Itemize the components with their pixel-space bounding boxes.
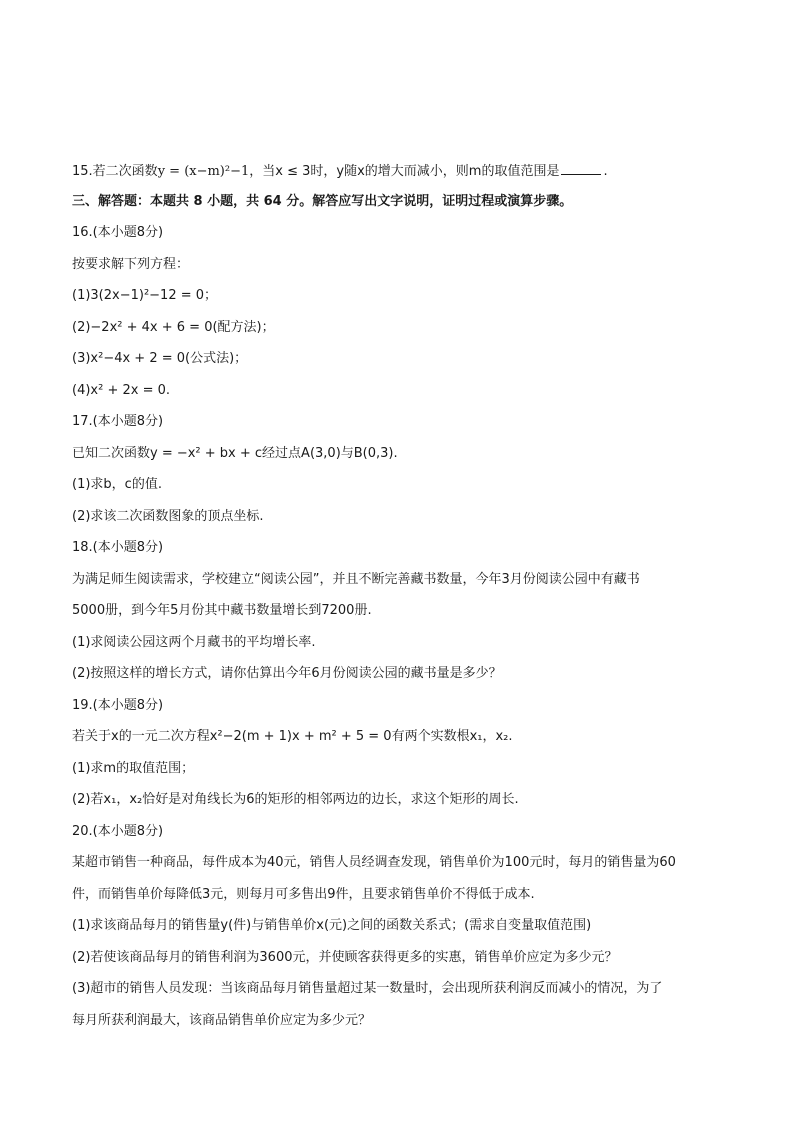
q15-text-before: 15.若二次函数 — [72, 164, 158, 179]
q19-header: 19.(本小题8分) — [72, 697, 164, 713]
q17-item-1: (1)求b，c的值. — [72, 477, 162, 492]
q17-item-2: (2)求该二次函数图象的顶点坐标. — [72, 508, 264, 524]
q16-intro: 按要求解下列方程： — [72, 256, 190, 272]
q19-item-1: (1)求m的取值范围； — [72, 760, 195, 776]
q18-item-2: (2)按照这样的增长方式，请你估算出今年6月份阅读公园的藏书量是多少？ — [72, 666, 502, 681]
q16-item-4: (4)x² + 2x = 0. — [72, 382, 171, 398]
section-3-title: 三、解答题：本题共 8 小题，共 64 分。解答应写出文字说明，证明过程或演算步骤。 — [72, 193, 573, 209]
q16-item-2: (2)−2x² + 4x + 6 = 0(配方法)； — [72, 319, 275, 335]
q20-stem-line-1: 某超市销售一种商品，每件成本为40元，销售人员经调查发现，销售单价为100元时，每月的销售量为60 — [72, 855, 676, 870]
q19-item-2: (2)若x₁，x₂恰好是对角线长为6的矩形的相邻两边的边长，求这个矩形的周长. — [72, 792, 519, 807]
q15-formula: y = (x−m)²−1 — [157, 164, 250, 179]
q15-answer-blank — [561, 160, 601, 175]
q20-item-1: (1)求该商品每月的销售量y(件)与销售单价x(元)之间的函数关系式；(需求自变量取值范围) — [72, 918, 592, 933]
q18-stem-line-1: 为满足师生阅读需求，学校建立“阅读公园”，并且不断完善藏书数量，今年3月份阅读公园中有藏书 — [72, 571, 640, 587]
q17-header: 17.(本小题8分) — [72, 414, 164, 429]
q16-header: 16.(本小题8分) — [72, 225, 164, 240]
question-15 — [72, 160, 722, 180]
q20-item-3-line-2: 每月所获利润最大，该商品销售单价应定为多少元？ — [72, 1012, 372, 1028]
q15-text-after: . — [603, 164, 608, 179]
q16-item-3: (3)x²−4x + 2 = 0(公式法)； — [72, 351, 248, 366]
q19-stem: 若关于x的一元二次方程x²−2(m + 1)x + m² + 5 = 0有两个实数根x₁，x₂. — [72, 729, 513, 744]
q18-item-1: (1)求阅读公园这两个月藏书的平均增长率. — [72, 634, 316, 650]
q20-item-2: (2)若使该商品每月的销售利润为3600元，并使顾客获得更多的实惠，销售单价应定为多少元？ — [72, 949, 618, 965]
q17-stem: 已知二次函数y = −x² + bx + c经过点A(3,0)与B(0,3). — [72, 445, 398, 461]
q16-item-1: (1)3(2x−1)²−12 = 0； — [72, 288, 218, 303]
q15-text-middle: ，当x ≤ 3时，y随x的增大而减小，则m的取值范围是 — [249, 164, 560, 179]
q18-header: 18.(本小题8分) — [72, 540, 164, 555]
q20-header: 20.(本小题8分) — [72, 823, 164, 839]
q18-stem-line-2: 5000册，到今年5月份其中藏书数量增长到7200册. — [72, 603, 372, 618]
document-page — [72, 160, 722, 1042]
q20-item-3-line-1: (3)超市的销售人员发现：当该商品每月销售量超过某一数量时，会出现所获利润反而减小的情况，为了 — [72, 981, 663, 996]
q20-stem-line-2: 件，而销售单价每降低3元，则每月可多售出9件，且要求销售单价不得低于成本. — [72, 886, 535, 902]
